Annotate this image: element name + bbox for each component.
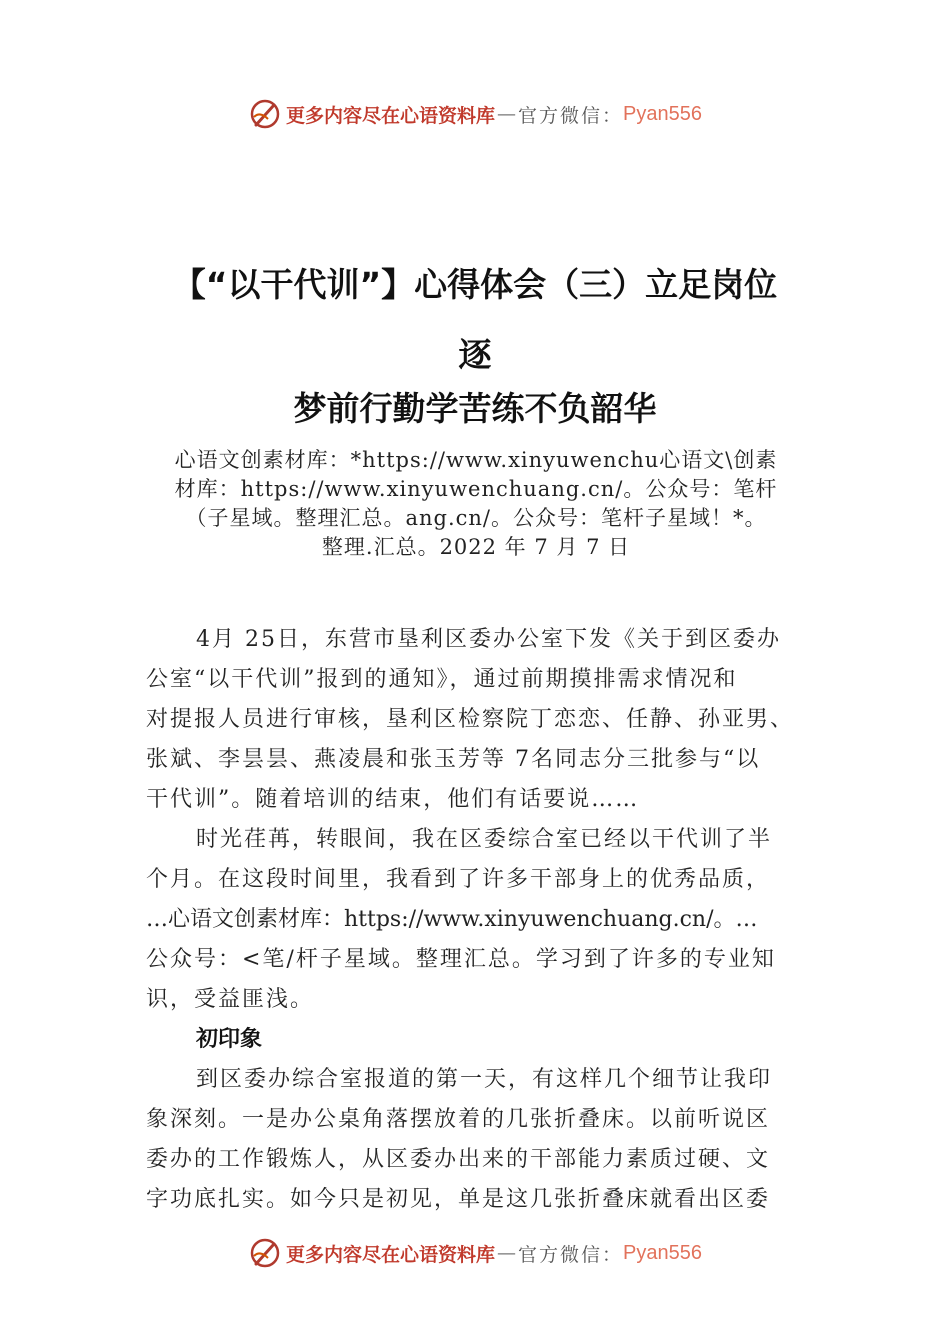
paragraph-2-line: 识，受益匪浅。 [146,987,315,1012]
paragraph-1-line: 张斌、李昙昙、燕凌晨和张玉芳等 7名同志分三批参与“以 [146,747,761,772]
header-banner [0,94,950,134]
banner-wechat-id: Pyan556 [623,1241,702,1264]
banner-wechat-label: 官方微信： [518,104,624,127]
pen-logo-icon [248,1236,282,1270]
document-title-line-3: 梦前行勤学苦练不负韶华 [293,389,657,428]
source-line: 材库：https://www.xinyuwenchuang.cn/。公众号：笔杆 [174,477,778,501]
banner-wechat-label: 官方微信： [518,1243,624,1266]
paragraph-3-line: 象深刻。一是办公桌角落摆放着的几张折叠床。以前听说区 [146,1107,771,1132]
paragraph-2-line: 公众号：<笔/杆子星域。整理汇总。学习到了许多的专业知 [146,947,776,972]
paragraph-1-line: 公室“以干代训”报到的通知》，通过前期摸排需求情况和 [146,667,738,692]
paragraph-3-line: 字功底扎实。如今只是初见，单是这几张折叠床就看出区委 [146,1187,771,1212]
source-line: 整理.汇总。2022 年 7 月 7 日 [321,535,631,559]
paragraph-3-line: 到区委办综合室报道的第一天，有这样几个细节让我印 [196,1067,773,1092]
document-title-line-1: 【“以干代训”】心得体会（三）立足岗位 [172,265,778,304]
pen-logo-icon [248,97,282,131]
paragraph-1-line: 对提报人员进行审核，垦利区检察院丁恋恋、任静、孙亚男、 [146,707,795,732]
source-line: （子星域。整理汇总。ang.cn/。公众号：笔杆子星域！*。 [185,506,767,530]
paragraph-2-line: 时光荏苒，转眼间，我在区委综合室已经以干代训了半 [196,827,773,852]
source-line: 心语文创素材库：*https://www.xinyuwenchu心语文\创素 [174,448,778,472]
banner-wechat-id: Pyan556 [623,102,702,125]
banner-slogan: 更多内容尽在心语资料库 [286,104,496,127]
paragraph-2-line: …心语文创素材库：https://www.xinyuwenchuang.cn/。… [146,907,758,932]
document-title-line-2: 逐 [458,335,492,374]
banner-separator: — [497,103,517,125]
footer-banner [0,1233,950,1273]
paragraph-1-line: 干代训”。随着培训的结束，他们有话要说…… [146,787,640,812]
banner-slogan: 更多内容尽在心语资料库 [286,1243,496,1266]
paragraph-1-line: 4月 25日，东营市垦利区委办公室下发《关于到区委办 [196,627,781,652]
source-attribution [146,446,806,562]
section-heading: 初印象 [196,1027,263,1052]
paragraph-2-line: 个月。在这段时间里，我看到了许多干部身上的优秀品质， [146,867,771,892]
banner-separator: — [497,1242,517,1264]
paragraph-3-line: 委办的工作锻炼人，从区委办出来的干部能力素质过硬、文 [146,1147,771,1172]
document-body [146,620,808,1220]
